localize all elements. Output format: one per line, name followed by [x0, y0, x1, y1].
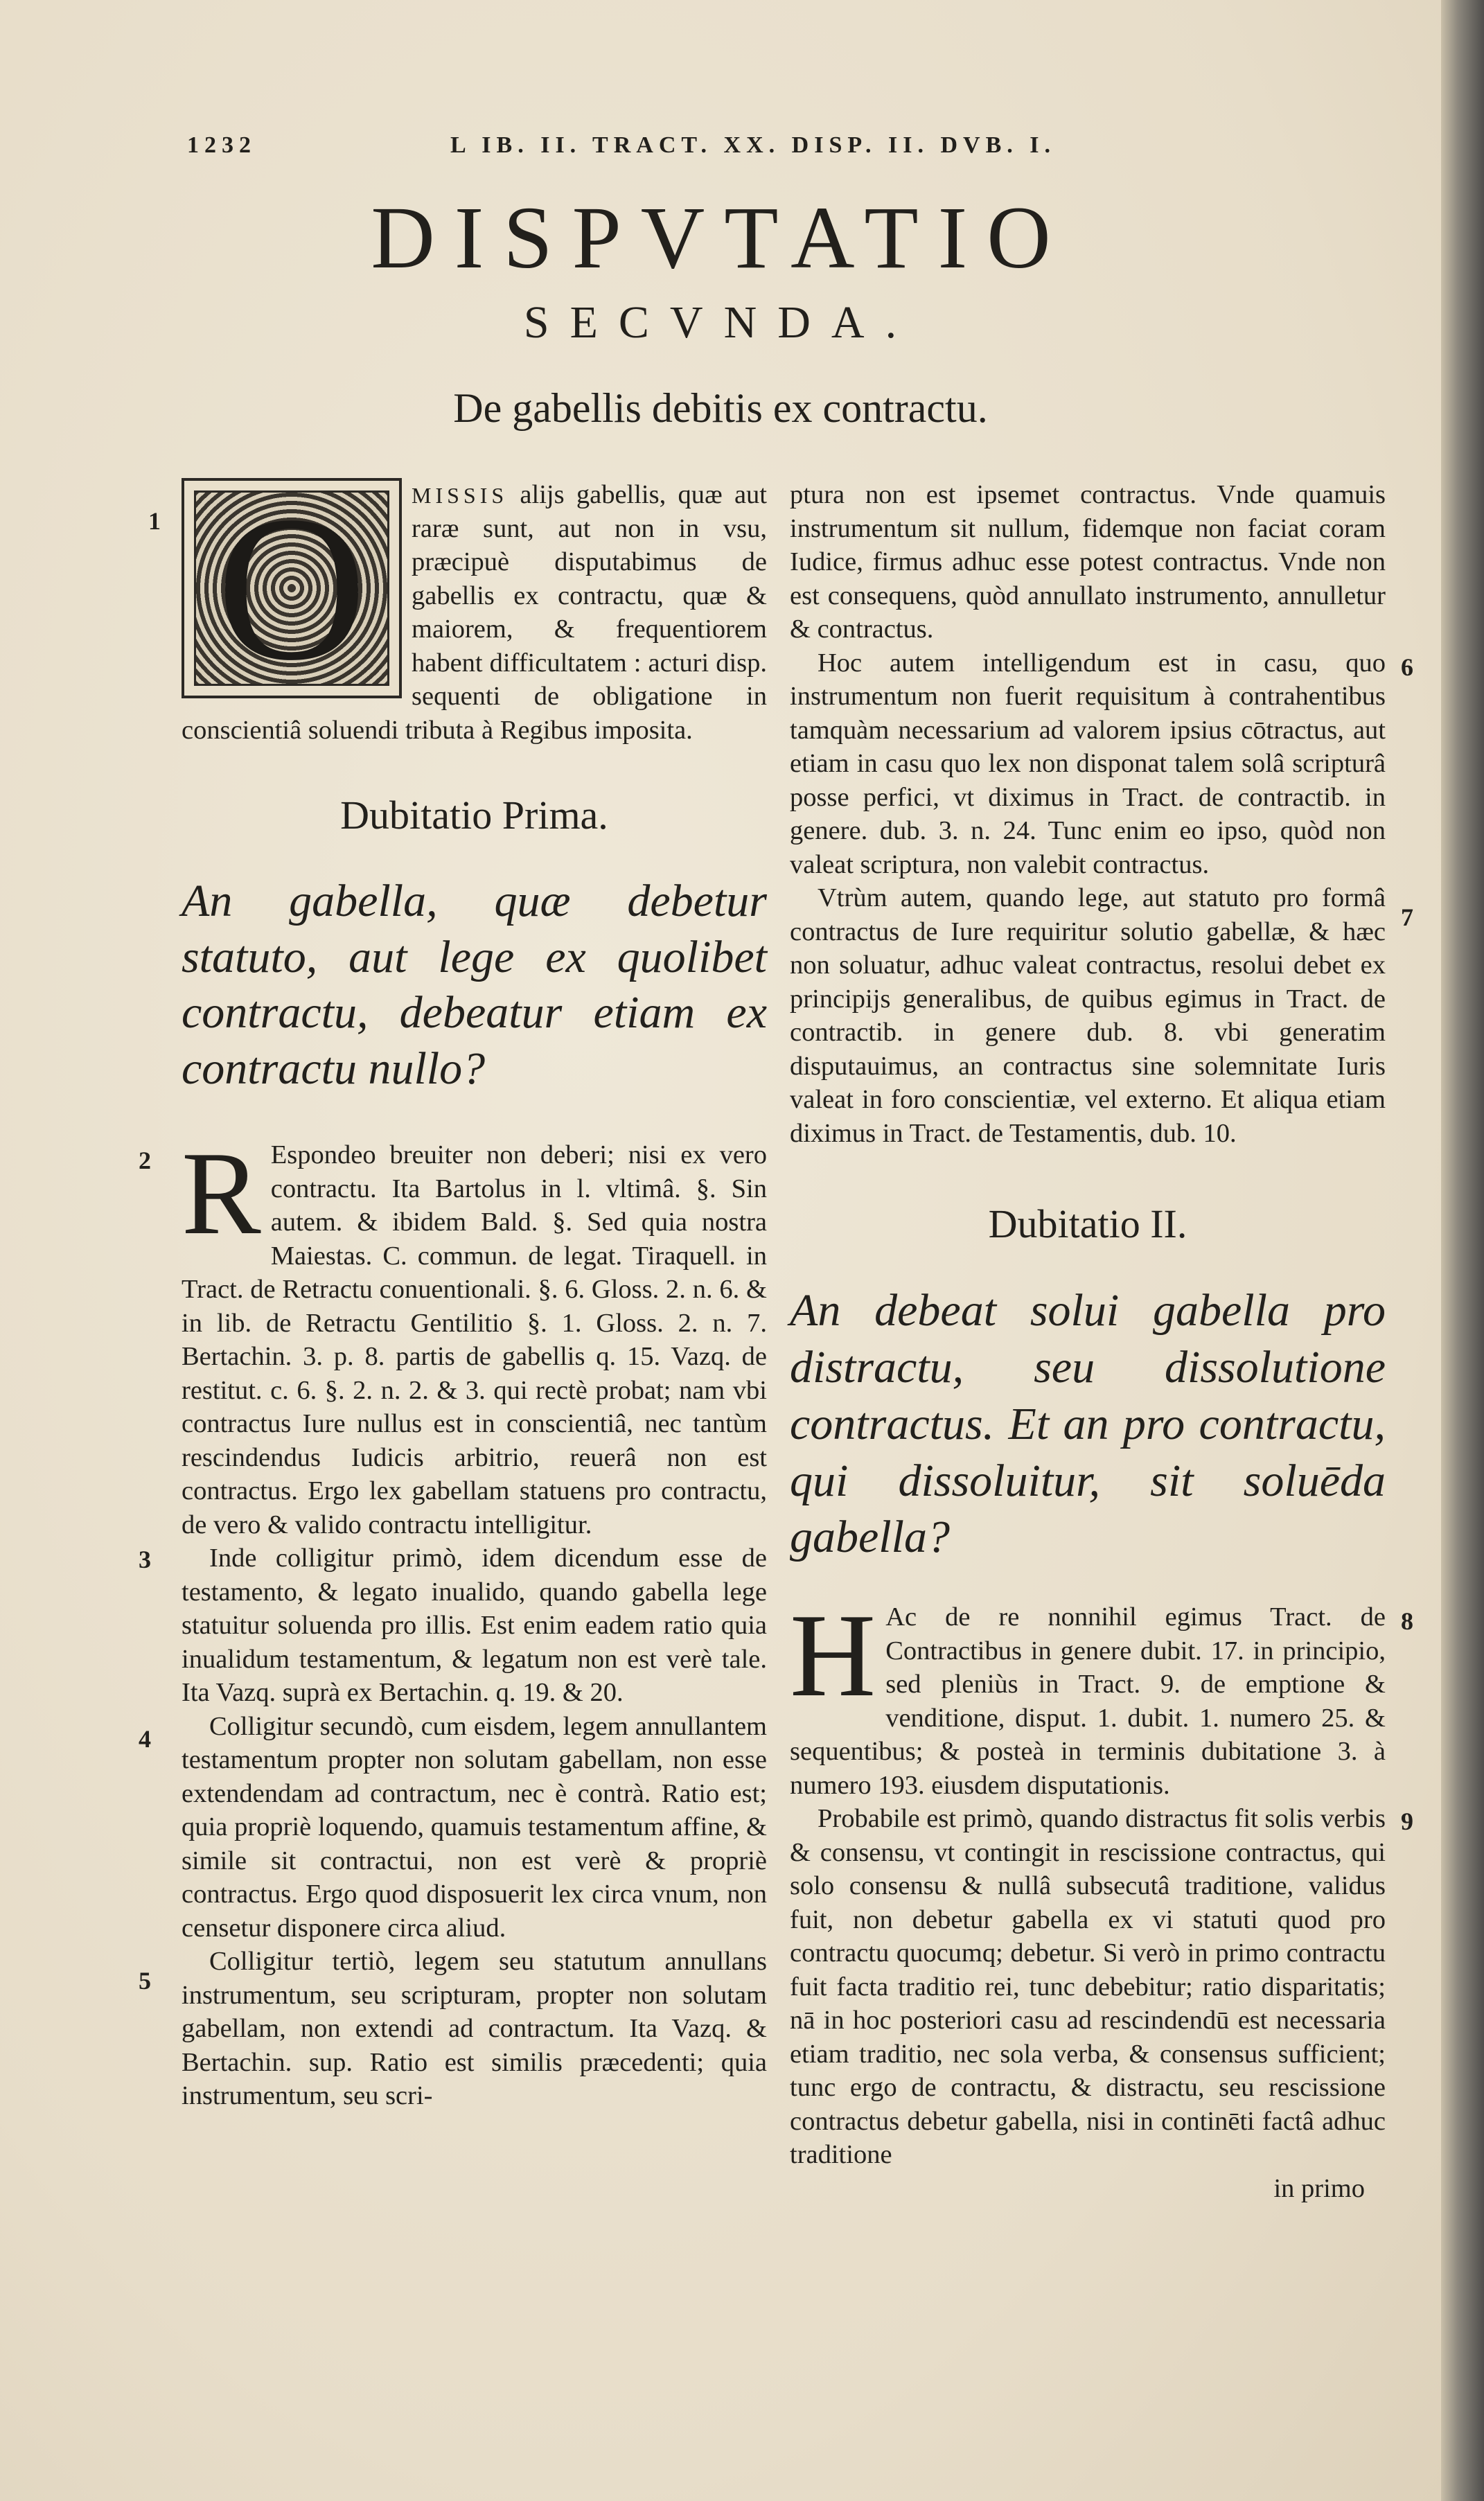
paragraph-block	[790, 1590, 1413, 1802]
left-column	[139, 473, 767, 2113]
paragraph-block	[139, 1710, 767, 1945]
paragraph-block	[139, 1541, 767, 1710]
margin-number: 5	[139, 1967, 151, 1995]
margin-number: 3	[139, 1546, 151, 1574]
ornamental-initial	[182, 473, 402, 703]
paragraph-text: Vtrùm autem, quando lege, aut statuto pro formâ contractus de Iure requiritur solutio gabellæ, & hæc non soluatur, adhuc valeat contractus, resolui debet ex principijs generalibus, de quibus egimus in Tract. de contractib. in genere dub. 8. vbi generatim disputauimus, an contractus sine solemnitate Iuris valeat in foro conscientiæ, vel externo. Et aliqua etiam diximus in Tract. de Testamentis, dub. 10.	[790, 883, 1386, 1148]
paragraph-text: Colligitur secundò, cum eisdem, legem annullantem testamentum propter non solutam gabellam, non esse extendendam ad contractum, nec è contrà. Ratio est; quia propriè loquendo, quamuis testamentum affine, & simile sit contractui, non est verè & propriè contractus. Ergo quod disposuerit lex circa vnum, non censetur disponere circa aliud.	[182, 1711, 767, 1943]
intro-smallcaps: MISSIS	[412, 483, 509, 508]
section-heading: Dubitatio II.	[988, 1201, 1187, 1246]
paragraph-block	[790, 1802, 1413, 2172]
page-header	[187, 125, 1199, 166]
drop-cap: H	[790, 1590, 876, 1722]
margin-number: 8	[1401, 1607, 1413, 1636]
initial-letter: O	[216, 473, 367, 703]
margin-number: 1	[148, 507, 161, 535]
paragraph-block	[139, 1128, 767, 1541]
paragraph-text: Probabile est primò, quando distractus fit solis verbis & consensu, vt contingit in rescissione contractus, qui solo consensu & nullâ subsecutâ traditione, validus fuit, non debetur gabella ex vi statuti quod pro contractu quocumq; debetur. Si verò in primo contractu fuit facta traditio rei, tunc debebitur; ratio disparitatis; nā in hoc posteriori casu ad rescindendū est necessaria etiam traditio, nec sola verba, & consensus sufficient; tunc ergo de contractu, & distractu, seu rescissione contractus debetur gabella, nisi in continēti factâ adhuc traditione	[790, 1804, 1386, 2170]
paragraph-block	[139, 1945, 767, 2113]
paragraph-block	[790, 646, 1413, 882]
margin-number: 2	[139, 1147, 151, 1175]
paragraph	[790, 1590, 1386, 1802]
paragraph-text: Colligitur tertiò, legem seu statutum annullans instrumentum, seu scripturam, propter non solutam gabellam, non extendi ad contractum. Ita Vazq. & Bertachin. sup. Ratio est similis præcedenti; quia instrumentum, seu scri-	[182, 1947, 767, 2111]
paragraph-text: Inde colligitur primò, idem dicendum esse de testamento, & legato inualido, quando gabella lege statuitur soluenda pro illis. Est enim eadem ratio quia inualidum testamentum, & legatum non est verè tale. Ita Vazq. suprà ex Bertachin. q. 19. & 20.	[182, 1544, 767, 1708]
running-head: L IB. II. TRACT. XX. DISP. II. DVB. I.	[450, 132, 1056, 158]
paragraph	[182, 1128, 767, 1541]
intro-text: alijs gabellis, quæ aut raræ sunt, aut non in vsu, præcipuè disputabimus de gabellis ex contractu, quæ & maiorem, & frequentiorem habent difficultatem : acturi disp. sequenti de obligatione in conscientiâ soluendi tributa à Regibus imposita.	[182, 480, 767, 745]
question-heading: An debeat solui gabella pro distractu, seu dissolutione contractus. Et an pro contractu, qui dissoluitur, sit soluēda gabella?	[790, 1285, 1386, 1563]
paragraph-text: Hoc autem intelligendum est in casu, quo instrumentum non fuerit requisitum à contrahentibus tamquàm necessarium ad valorem ipsius cōtractus, aut etiam in casu quo lex non disponat talem solâ scripturâ posse perfici, vt diximus in Tract. de contractib. in genere. dub. 3. n. 24. Tunc enim eo ipso, quòd non valeat scriptura, non valebit contractus.	[790, 648, 1386, 879]
disputation-title: DISPVTATIO	[371, 188, 1070, 287]
page-edge-shadow	[1441, 0, 1484, 2501]
margin-number: 6	[1401, 653, 1413, 681]
section-heading: Dubitatio Prima.	[340, 793, 608, 838]
paragraph-text: Ac de re nonnihil egimus Tract. de Contractibus in genere dubit. 17. in principio, sed pleniùs in Tract. 9. de emptione & venditione, disput. 1. dubit. 1. numero 25. & sequentibus; & posteà in terminis dubitatione 3. à numero 193. eiusdem disputationis.	[790, 1602, 1386, 1800]
catchword: in primo	[1273, 2173, 1365, 2203]
intro-paragraph	[182, 473, 767, 747]
margin-number: 4	[139, 1724, 151, 1753]
disputation-heading: De gabellis debitis ex contractu.	[453, 385, 988, 431]
margin-number: 9	[1401, 1808, 1413, 1836]
margin-number: 7	[1401, 903, 1413, 931]
disputation-subtitle: SECVNDA.	[523, 297, 918, 348]
question-heading: An gabella, quæ debetur statuto, aut lege ex quolibet contractu, debeatur etiam ex contractu nullo?	[182, 876, 767, 1094]
paragraph-text: ptura non est ipsemet contractus. Vnde quamuis instrumentum sit nullum, fidemque non faciat coram Iudice, firmus adhuc esse potest contractus. Vnde non est consequens, quòd annullato instrumento, annulletur & contractus.	[790, 480, 1386, 644]
paragraph-text: Espondeo breuiter non deberi; nisi ex vero contractu. Ita Bartolus in l. vltimâ. §. Sin autem. & ibidem Bald. §. Sed quia nostra Maiestas. C. commun. de legat. Tiraquell. in Tract. de Retractu conuentionali. §. 6. Gloss. 2. n. 6. & in lib. de Retractu Gentilitio §. 1. Gloss. 2. n. 7. Bertachin. 3. p. 8. partis de gabellis q. 15. Vazq. de restitut. c. 6. §. 2. n. 2. & 3. qui rectè probat; nam vbi contractus Iure nullus est in conscientiâ, nec tantùm rescindendus Iudicis arbitrio, reuerâ non est contractus. Ergo lex gabellam statuens pro contractu, de vero & valido contractu intelligitur.	[182, 1140, 767, 1539]
drop-cap: R	[182, 1128, 261, 1260]
page-number: 1232	[187, 132, 256, 158]
paragraph-block	[790, 881, 1413, 1150]
right-column	[790, 478, 1413, 2205]
